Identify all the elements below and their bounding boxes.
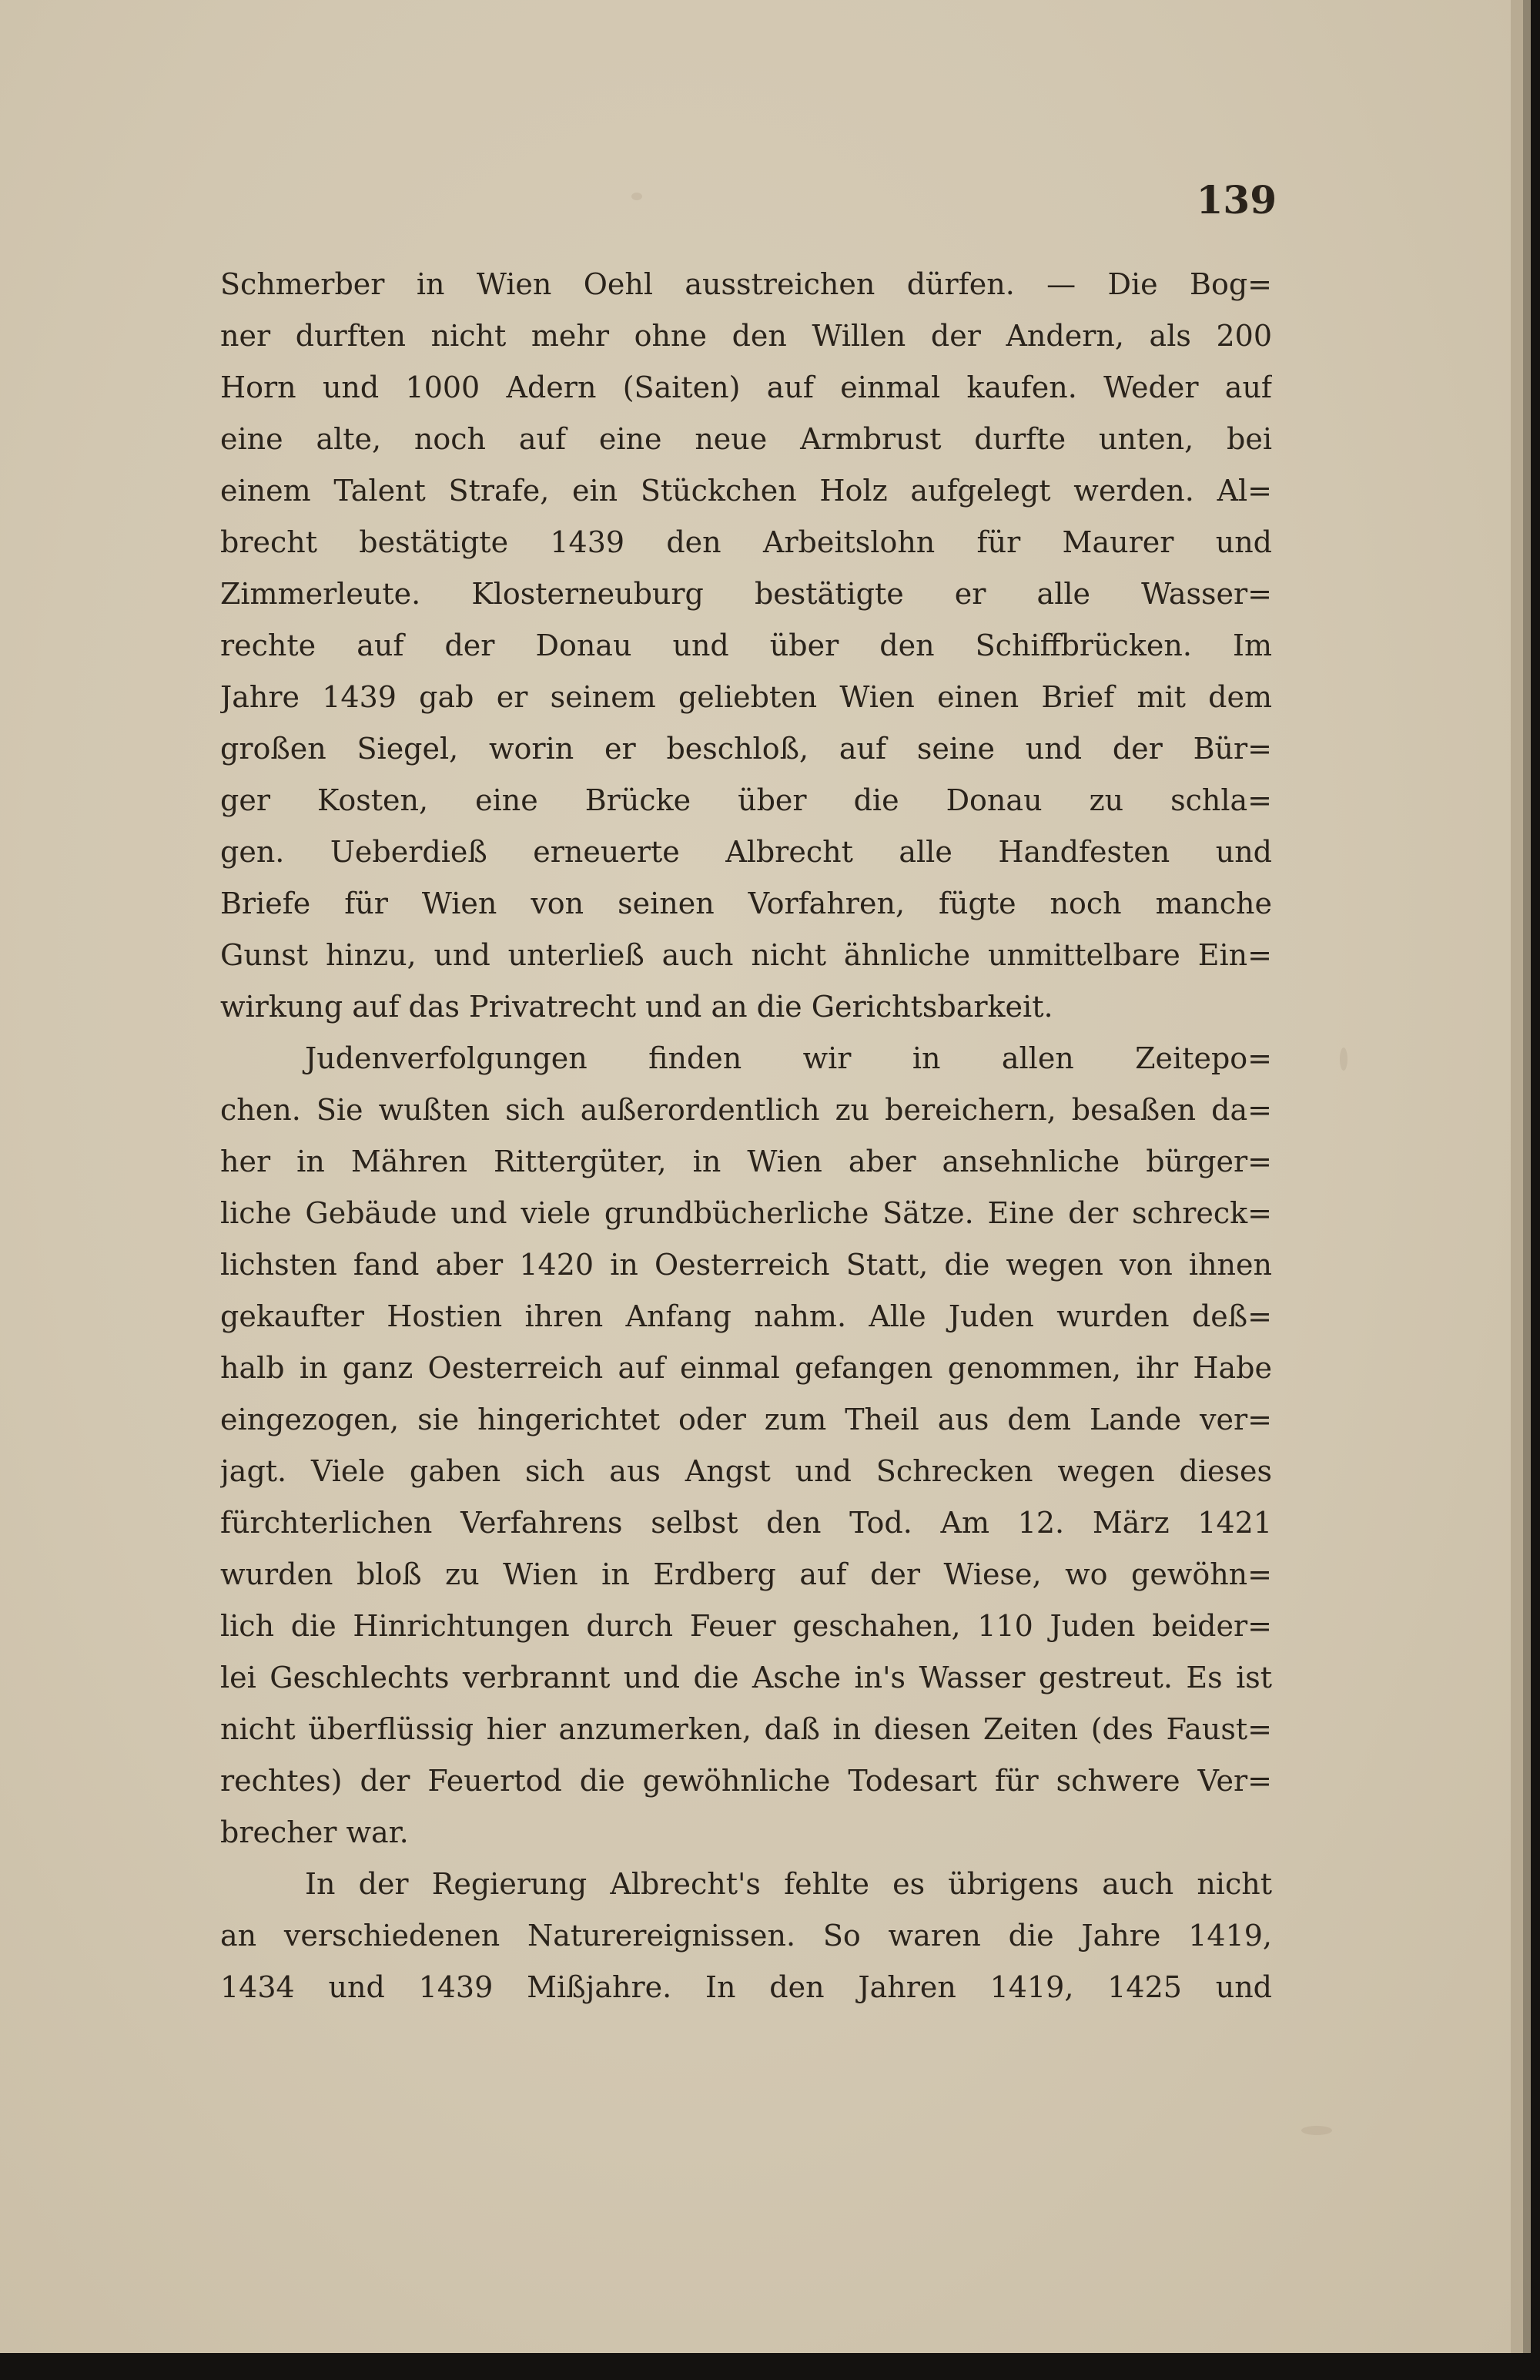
text-line: fürchterlichen Verfahrens selbst den Tod. Am 12. März 1421 <box>220 1506 1272 1540</box>
text-line: Horn und 1000 Adern (Saiten) auf einmal kaufen. Weder auf <box>220 370 1272 404</box>
text-line: brecht bestätigte 1439 den Arbeitslohn für Maurer und <box>220 525 1272 559</box>
text-line: Jahre 1439 gab er seinem geliebten Wien einen Brief mit dem <box>220 680 1272 714</box>
text-line: wirkung auf das Privatrecht und an die Gerichtsbarkeit. <box>220 990 1053 1024</box>
text-line: jagt. Viele gaben sich aus Angst und Schrecken wegen dieses <box>220 1454 1272 1488</box>
text-line: lich die Hinrichtungen durch Feuer geschahen, 110 Juden beider= <box>220 1609 1272 1643</box>
text-line: gen. Ueberdieß erneuerte Albrecht alle Handfesten und <box>220 835 1272 869</box>
text-line: rechtes) der Feuertod die gewöhnliche Todesart für schwere Ver= <box>220 1764 1272 1798</box>
text-line: Zimmerleute. Klosterneuburg bestätigte er alle Wasser= <box>220 577 1272 611</box>
scan-background <box>0 2353 1532 2380</box>
foxing-spot <box>631 193 642 200</box>
text-line: gekaufter Hostien ihren Anfang nahm. Alle Juden wurden deß= <box>220 1299 1272 1333</box>
page-number: 139 <box>1196 177 1277 223</box>
text-line: großen Siegel, worin er beschloß, auf seine und der Bür= <box>220 732 1272 766</box>
body-text <box>220 259 1272 2013</box>
text-line: an verschiedenen Naturereignissen. So waren die Jahre 1419, <box>220 1919 1272 1953</box>
text-line: 1434 und 1439 Mißjahre. In den Jahren 1419, 1425 und <box>220 1970 1272 2004</box>
text-line: lichsten fand aber 1420 in Oesterreich Statt, die wegen von ihnen <box>220 1248 1272 1282</box>
text-line: wurden bloß zu Wien in Erdberg auf der Wiese, wo gewöhn= <box>220 1557 1272 1591</box>
text-line: eine alte, noch auf eine neue Armbrust durfte unten, bei <box>220 422 1272 456</box>
text-line: eingezogen, sie hingerichtet oder zum Theil aus dem Lande ver= <box>220 1403 1272 1436</box>
text-line: lei Geschlechts verbrannt und die Asche in's Wasser gestreut. Es ist <box>220 1661 1272 1694</box>
text-line: brecher war. <box>220 1815 409 1849</box>
text-line: Briefe für Wien von seinen Vorfahren, fügte noch manche <box>220 887 1272 920</box>
text-line: einem Talent Strafe, ein Stückchen Holz aufgelegt werden. Al= <box>220 474 1272 508</box>
text-line: liche Gebäude und viele grundbücherliche Sätze. Eine der schreck= <box>220 1196 1272 1230</box>
foxing-spot <box>1340 1048 1348 1071</box>
text-line: rechte auf der Donau und über den Schiffbrücken. Im <box>220 629 1272 662</box>
text-line: her in Mähren Rittergüter, in Wien aber ansehnliche bürger= <box>220 1145 1272 1178</box>
text-line: Schmerber in Wien Oehl ausstreichen dürfen. — Die Bog= <box>220 267 1272 301</box>
text-line: chen. Sie wußten sich außerordentlich zu bereichern, besaßen da= <box>220 1093 1272 1127</box>
text-line: ner durften nicht mehr ohne den Willen der Andern, als 200 <box>220 319 1272 353</box>
foxing-spot <box>1301 2126 1332 2135</box>
text-line: Gunst hinzu, und unterließ auch nicht ähnliche unmittelbare Ein= <box>220 938 1272 972</box>
text-line: halb in ganz Oesterreich auf einmal gefangen genommen, ihr Habe <box>220 1351 1272 1385</box>
text-line: In der Regierung Albrecht's fehlte es übrigens auch nicht <box>305 1867 1272 1901</box>
text-line: nicht überflüssig hier anzumerken, daß in diesen Zeiten (des Faust= <box>220 1712 1272 1746</box>
text-line: Judenverfolgungen finden wir in allen Zeitepo= <box>305 1041 1272 1075</box>
page-edge <box>1511 0 1523 2353</box>
text-line: ger Kosten, eine Brücke über die Donau zu schla= <box>220 783 1272 817</box>
page-edge-shadow <box>1523 0 1531 2353</box>
